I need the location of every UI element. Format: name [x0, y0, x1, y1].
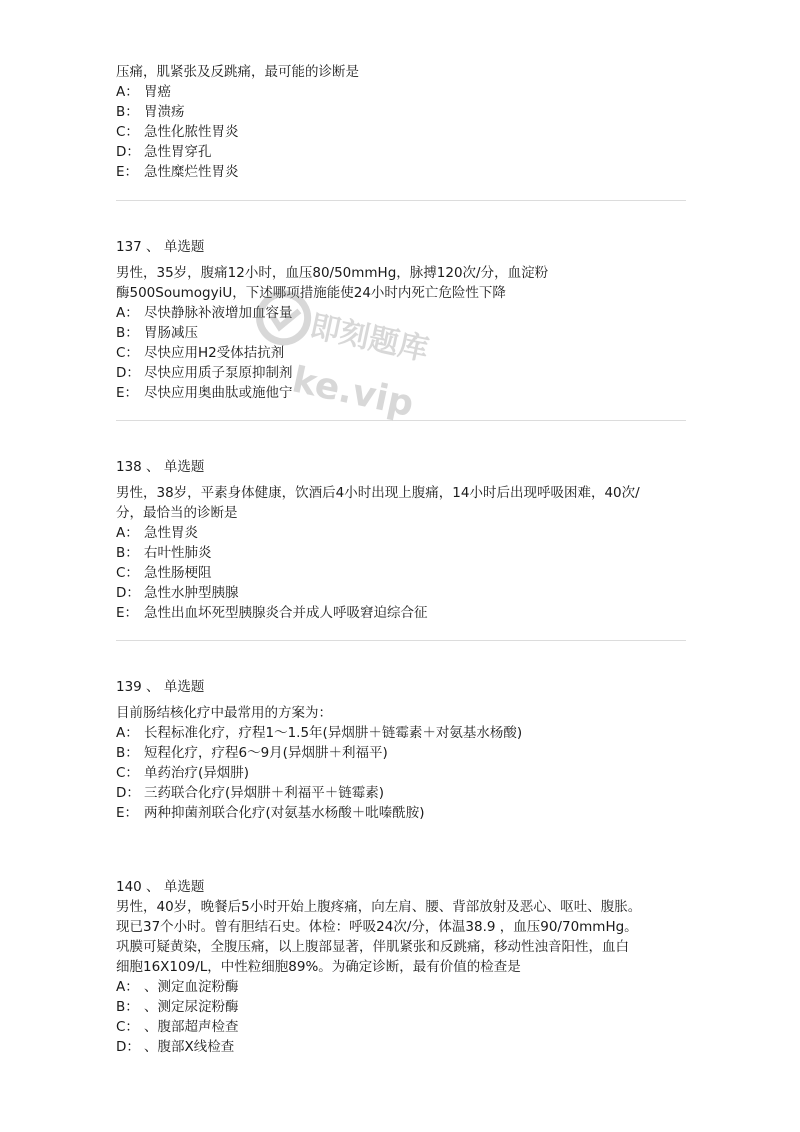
- option-d[interactable]: [116, 1037, 686, 1057]
- option-a[interactable]: [116, 977, 686, 997]
- option-text: 尽快应用奥曲肽或施他宁: [144, 385, 293, 401]
- question-139: [116, 677, 686, 823]
- option-text: 胃肠减压: [144, 325, 198, 341]
- option-letter: D：: [116, 144, 140, 160]
- option-text: 胃癌: [144, 84, 171, 100]
- question-header: 140 、 单选题: [116, 879, 205, 895]
- option-b[interactable]: [116, 323, 686, 343]
- option-c[interactable]: [116, 122, 686, 142]
- option-a[interactable]: [116, 523, 686, 543]
- option-text: 三药联合化疗(异烟肼＋利福平＋链霉素): [144, 785, 385, 801]
- question-header: 138 、 单选题: [116, 459, 205, 475]
- option-letter: C：: [116, 345, 139, 361]
- option-text: 急性胃穿孔: [144, 144, 212, 160]
- option-text: 短程化疗，疗程6～9月(异烟肼＋利福平): [144, 745, 388, 761]
- option-letter: B：: [116, 325, 139, 341]
- question-divider: [116, 200, 686, 201]
- option-letter: B：: [116, 745, 139, 761]
- option-a[interactable]: [116, 82, 686, 102]
- option-text: 单药治疗(异烟肼): [144, 765, 250, 781]
- option-text: 、腹部X线检查: [144, 1039, 235, 1055]
- question-stem-line: 现已37个小时。曾有胆结石史。体检：呼吸24次/分，体温38.9 ，血压90/70mmHg。: [116, 919, 638, 935]
- option-d[interactable]: [116, 142, 686, 162]
- option-d[interactable]: [116, 783, 686, 803]
- option-letter: D：: [116, 1039, 140, 1055]
- option-c[interactable]: [116, 1017, 686, 1037]
- watermark-text-bottom: ke.vip: [288, 359, 418, 426]
- option-text: 尽快静脉补液增加血容量: [144, 305, 293, 321]
- question-stem-line: 男性，40岁，晚餐后5小时开始上腹疼痛，向左肩、腰、背部放射及恶心、呕吐、腹胀。: [116, 899, 642, 915]
- option-letter: D：: [116, 585, 140, 601]
- option-c[interactable]: [116, 343, 686, 363]
- option-text: 急性糜烂性胃炎: [144, 164, 239, 180]
- option-b[interactable]: [116, 543, 686, 563]
- option-letter: A：: [116, 84, 139, 100]
- option-c[interactable]: [116, 563, 686, 583]
- option-text: 急性化脓性胃炎: [144, 124, 239, 140]
- option-letter: D：: [116, 785, 140, 801]
- question-header: 137 、 单选题: [116, 239, 205, 255]
- option-e[interactable]: [116, 162, 686, 182]
- option-text: 急性出血坏死型胰腺炎合并成人呼吸窘迫综合征: [144, 605, 428, 621]
- option-text: 急性胃炎: [144, 525, 198, 541]
- question-136: [116, 62, 686, 182]
- option-text: 、腹部超声检查: [144, 1019, 239, 1035]
- option-text: 、测定尿淀粉酶: [144, 999, 239, 1015]
- option-text: 急性水肿型胰腺: [144, 585, 239, 601]
- option-text: 两种抑菌剂联合化疗(对氨基水杨酸＋吡嗪酰胺): [144, 805, 425, 821]
- question-140: [116, 877, 686, 1057]
- option-letter: A：: [116, 979, 139, 995]
- option-text: 尽快应用H2受体拮抗剂: [144, 345, 285, 361]
- question-stem-line: 男性，35岁，腹痛12小时，血压80/50mmHg，脉搏120次/分，血淀粉: [116, 265, 549, 281]
- option-letter: A：: [116, 725, 139, 741]
- option-text: 右叶性肺炎: [144, 545, 212, 561]
- question-divider: [116, 640, 686, 641]
- option-e[interactable]: [116, 383, 686, 403]
- option-letter: C：: [116, 1019, 139, 1035]
- option-d[interactable]: [116, 363, 686, 383]
- option-letter: E：: [116, 164, 139, 180]
- option-letter: B：: [116, 999, 139, 1015]
- option-a[interactable]: [116, 723, 686, 743]
- option-letter: A：: [116, 305, 139, 321]
- option-e[interactable]: [116, 603, 686, 623]
- option-letter: E：: [116, 605, 139, 621]
- question-stem-line: 巩膜可疑黄染，全腹压痛，以上腹部显著，伴肌紧张和反跳痛，移动性浊音阳性，血白: [116, 939, 629, 955]
- option-a[interactable]: [116, 303, 686, 323]
- option-text: 胃溃疡: [144, 104, 185, 120]
- option-b[interactable]: [116, 997, 686, 1017]
- question-stem-line: 目前肠结核化疗中最常用的方案为：: [116, 705, 332, 721]
- option-letter: C：: [116, 765, 139, 781]
- question-138: [116, 457, 686, 623]
- option-letter: B：: [116, 545, 139, 561]
- option-c[interactable]: [116, 763, 686, 783]
- question-stem-line: 男性，38岁，平素身体健康，饮酒后4小时出现上腹痛，14小时后出现呼吸困难，40次/: [116, 485, 640, 501]
- question-stem-line: 分，最恰当的诊断是: [116, 505, 238, 521]
- question-header: 139 、 单选题: [116, 679, 205, 695]
- option-letter: D：: [116, 365, 140, 381]
- option-letter: E：: [116, 805, 139, 821]
- option-d[interactable]: [116, 583, 686, 603]
- question-137: [116, 237, 686, 403]
- option-letter: E：: [116, 385, 139, 401]
- option-letter: B：: [116, 104, 139, 120]
- option-letter: C：: [116, 124, 139, 140]
- option-text: 急性肠梗阻: [144, 565, 212, 581]
- option-text: 长程标准化疗，疗程1～1.5年(异烟肼＋链霉素＋对氨基水杨酸): [144, 725, 523, 741]
- question-stem-line: 酶500SoumogyiU，下述哪项措施能使24小时内死亡危险性下降: [116, 285, 506, 301]
- option-b[interactable]: [116, 102, 686, 122]
- option-text: 尽快应用质子泵原抑制剂: [144, 365, 293, 381]
- question-stem: 压痛，肌紧张及反跳痛，最可能的诊断是: [116, 64, 359, 80]
- option-letter: C：: [116, 565, 139, 581]
- question-divider: [116, 420, 686, 421]
- option-b[interactable]: [116, 743, 686, 763]
- option-letter: A：: [116, 525, 139, 541]
- watermark-text-top: 即刻题库: [306, 308, 432, 369]
- option-text: 、测定血淀粉酶: [144, 979, 239, 995]
- question-stem-line: 细胞16X109/L，中性粒细胞89%。为确定诊断，最有价值的检查是: [116, 959, 521, 975]
- option-e[interactable]: [116, 803, 686, 823]
